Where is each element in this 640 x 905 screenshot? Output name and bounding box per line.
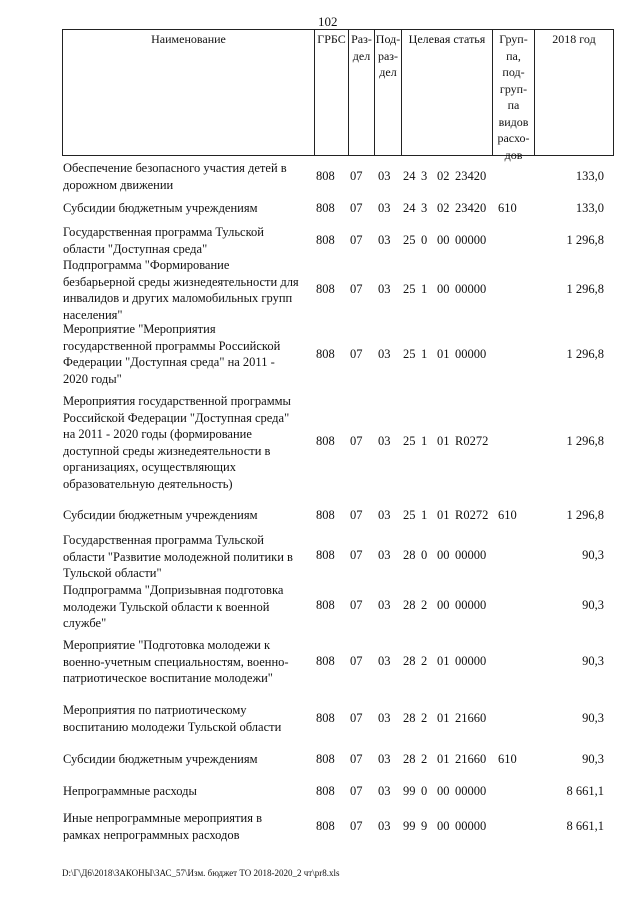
row-subprogram: 2 <box>421 654 428 668</box>
header-name: Наименование <box>151 32 226 46</box>
row-program: 28 <box>403 654 416 668</box>
row-direction: 00000 <box>455 819 487 833</box>
row-subprogram: 1 <box>421 434 428 448</box>
row-subprogram: 1 <box>421 347 428 361</box>
row-name: Обеспечение безопасного участия детей в дорожном движении <box>63 161 287 192</box>
row-grbs: 808 <box>316 434 335 448</box>
row-razdel: 07 <box>350 752 363 766</box>
row-razdel: 07 <box>350 434 363 448</box>
row-program: 25 <box>403 434 416 448</box>
row-direction: 21660 <box>455 752 487 766</box>
header-grbs: ГРБС <box>314 30 348 155</box>
row-grbs: 808 <box>316 598 335 612</box>
row-razdel: 07 <box>350 711 363 725</box>
row-subprogram: 0 <box>421 784 428 798</box>
row-grbs: 808 <box>316 752 335 766</box>
header-razdel: Раз- дел <box>348 30 374 155</box>
row-expense-type: 610 <box>498 508 517 522</box>
row-sum: 1 296,8 <box>566 347 604 361</box>
row-razdel: 07 <box>350 169 363 183</box>
row-name: Подпрограмма "Формирование безбарьерной среды жизнедеятельности для инвалидов и других маломобильных групп населения" <box>63 258 299 322</box>
row-program: 24 <box>403 169 416 183</box>
row-podrazdel: 03 <box>378 598 391 612</box>
page-number: 102 <box>318 14 338 29</box>
row-expense-type: 610 <box>498 752 517 766</box>
row-program: 25 <box>403 508 416 522</box>
row-program: 28 <box>403 711 416 725</box>
row-grbs: 808 <box>316 347 335 361</box>
row-main-event: 00 <box>437 819 450 833</box>
row-razdel: 07 <box>350 654 363 668</box>
row-direction: 00000 <box>455 784 487 798</box>
row-direction: 23420 <box>455 169 487 183</box>
row-subprogram: 3 <box>421 201 428 215</box>
row-grbs: 808 <box>316 233 335 247</box>
row-podrazdel: 03 <box>378 784 391 798</box>
row-podrazdel: 03 <box>378 752 391 766</box>
row-main-event: 01 <box>437 434 450 448</box>
row-name: Иные непрограммные мероприятия в рамках непрограммных расходов <box>63 811 262 842</box>
row-sum: 8 661,1 <box>566 819 604 833</box>
row-program: 25 <box>403 282 416 296</box>
row-razdel: 07 <box>350 508 363 522</box>
row-main-event: 00 <box>437 233 450 247</box>
row-razdel: 07 <box>350 548 363 562</box>
row-name: Мероприятия по патриотическому воспитанию молодежи Тульской области <box>63 703 282 734</box>
row-podrazdel: 03 <box>378 711 391 725</box>
row-razdel: 07 <box>350 784 363 798</box>
row-main-event: 01 <box>437 711 450 725</box>
row-program: 28 <box>403 752 416 766</box>
file-path-footer: D:\Г\Д6\2018\ЗАКОНЫ\ЗАС_57\Изм. бюджет ТО 2018-2020_2 чт\pr8.xls <box>62 868 340 878</box>
row-name: Мероприятия государственной программы Российской Федерации "Доступная среда" на 2011 - 2020 годы (формирование доступной среды жизнедеятельности в организациях, осуществляющих образовательную деятельность) <box>63 394 291 491</box>
row-program: 28 <box>403 598 416 612</box>
row-razdel: 07 <box>350 201 363 215</box>
row-grbs: 808 <box>316 282 335 296</box>
row-name: Субсидии бюджетным учреждениям <box>63 752 258 766</box>
row-direction: 23420 <box>455 201 487 215</box>
row-program: 25 <box>403 347 416 361</box>
row-direction: 00000 <box>455 598 487 612</box>
row-sum: 90,3 <box>582 598 604 612</box>
row-name: Государственная программа Тульской области "Развитие молодежной политики в Тульской области" <box>63 533 293 580</box>
row-podrazdel: 03 <box>378 434 391 448</box>
row-direction: 00000 <box>455 347 487 361</box>
row-direction: R0272 <box>455 434 489 448</box>
row-grbs: 808 <box>316 548 335 562</box>
row-grbs: 808 <box>316 201 335 215</box>
row-sum: 1 296,8 <box>566 233 604 247</box>
row-podrazdel: 03 <box>378 819 391 833</box>
row-razdel: 07 <box>350 598 363 612</box>
table-header <box>62 29 614 162</box>
row-grbs: 808 <box>316 819 335 833</box>
row-main-event: 01 <box>437 508 450 522</box>
header-target-article: Целевая статья <box>401 30 492 155</box>
row-razdel: 07 <box>350 347 363 361</box>
row-subprogram: 2 <box>421 752 428 766</box>
row-podrazdel: 03 <box>378 169 391 183</box>
row-name: Непрограммные расходы <box>63 784 197 798</box>
row-main-event: 02 <box>437 169 450 183</box>
row-subprogram: 3 <box>421 169 428 183</box>
row-sum: 90,3 <box>582 654 604 668</box>
row-direction: 21660 <box>455 711 487 725</box>
row-program: 99 <box>403 819 416 833</box>
row-grbs: 808 <box>316 711 335 725</box>
row-program: 99 <box>403 784 416 798</box>
row-grbs: 808 <box>316 784 335 798</box>
row-podrazdel: 03 <box>378 347 391 361</box>
row-podrazdel: 03 <box>378 508 391 522</box>
row-sum: 90,3 <box>582 548 604 562</box>
row-subprogram: 1 <box>421 508 428 522</box>
row-program: 24 <box>403 201 416 215</box>
row-main-event: 01 <box>437 752 450 766</box>
row-razdel: 07 <box>350 233 363 247</box>
row-name: Субсидии бюджетным учреждениям <box>63 201 258 215</box>
row-main-event: 00 <box>437 548 450 562</box>
row-sum: 1 296,8 <box>566 508 604 522</box>
row-sum: 1 296,8 <box>566 282 604 296</box>
row-name: Государственная программа Тульской области "Доступная среда" <box>63 225 264 256</box>
row-grbs: 808 <box>316 654 335 668</box>
header-year: 2018 год <box>534 30 613 155</box>
row-podrazdel: 03 <box>378 282 391 296</box>
row-direction: 00000 <box>455 654 487 668</box>
row-sum: 8 661,1 <box>566 784 604 798</box>
row-podrazdel: 03 <box>378 654 391 668</box>
row-main-event: 00 <box>437 282 450 296</box>
row-expense-type: 610 <box>498 201 517 215</box>
row-main-event: 00 <box>437 598 450 612</box>
header-podrazdel: Под- раз- дел <box>374 30 401 155</box>
row-main-event: 01 <box>437 654 450 668</box>
row-main-event: 01 <box>437 347 450 361</box>
row-grbs: 808 <box>316 508 335 522</box>
row-grbs: 808 <box>316 169 335 183</box>
row-direction: 00000 <box>455 282 487 296</box>
row-name: Субсидии бюджетным учреждениям <box>63 508 258 522</box>
row-main-event: 00 <box>437 784 450 798</box>
row-subprogram: 2 <box>421 598 428 612</box>
row-sum: 1 296,8 <box>566 434 604 448</box>
row-razdel: 07 <box>350 819 363 833</box>
row-name: Мероприятие "Мероприятия государственной программы Российской Федерации "Доступная среда" на 2011 - 2020 годы" <box>63 322 281 386</box>
row-sum: 90,3 <box>582 752 604 766</box>
row-direction: 00000 <box>455 548 487 562</box>
row-razdel: 07 <box>350 282 363 296</box>
row-main-event: 02 <box>437 201 450 215</box>
row-subprogram: 2 <box>421 711 428 725</box>
row-podrazdel: 03 <box>378 233 391 247</box>
row-name: Мероприятие "Подготовка молодежи к военно-учетным специальностям, военно- патриотическое воспитание молодежи" <box>63 638 289 685</box>
row-program: 25 <box>403 233 416 247</box>
row-sum: 90,3 <box>582 711 604 725</box>
row-podrazdel: 03 <box>378 548 391 562</box>
row-sum: 133,0 <box>575 201 604 215</box>
row-program: 28 <box>403 548 416 562</box>
row-subprogram: 1 <box>421 282 428 296</box>
row-name: Подпрограмма "Допризывная подготовка молодежи Тульской области к военной службе" <box>63 583 284 630</box>
row-subprogram: 0 <box>421 233 428 247</box>
row-subprogram: 0 <box>421 548 428 562</box>
row-podrazdel: 03 <box>378 201 391 215</box>
row-direction: 00000 <box>455 233 487 247</box>
row-direction: R0272 <box>455 508 489 522</box>
header-group: Груп- па, под- груп- па видов расхо- дов <box>492 30 534 155</box>
row-subprogram: 9 <box>421 819 428 833</box>
row-sum: 133,0 <box>575 169 604 183</box>
